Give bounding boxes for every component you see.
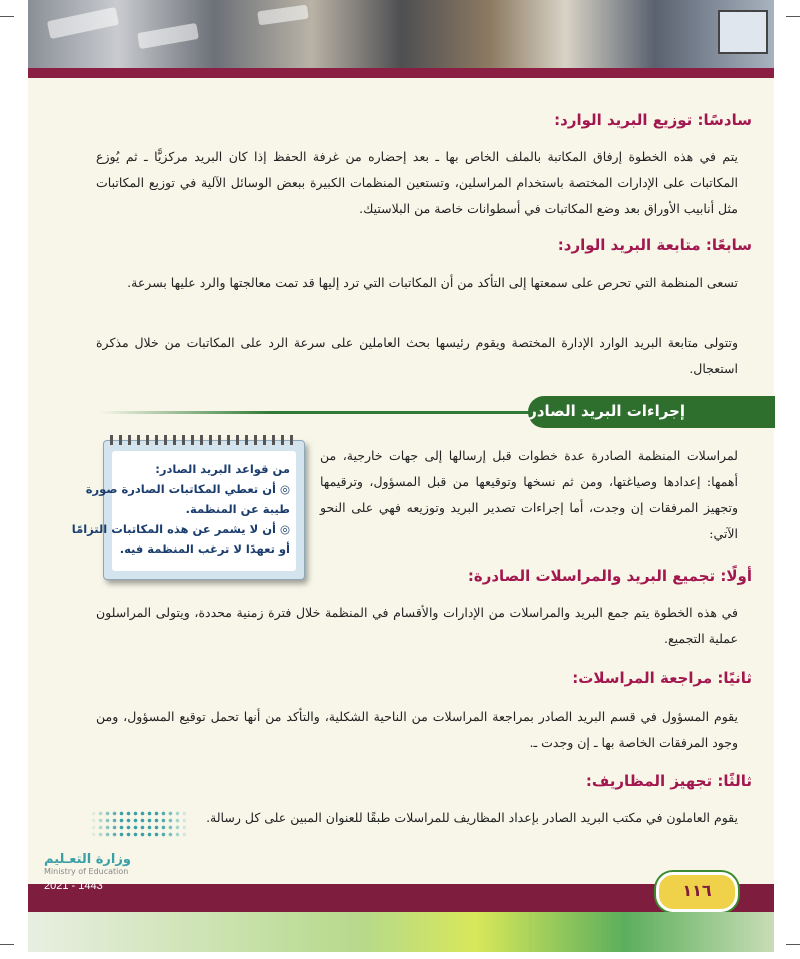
crop-mark [786, 16, 800, 17]
section-heading-review: ثانيًا: مراجعة المراسلات: [572, 669, 752, 687]
ministry-dots-logo [90, 810, 190, 838]
ministry-name-en: Ministry of Education [44, 867, 129, 876]
paragraph-envelopes: يقوم العاملون في مكتب البريد الصادر بإعداد المظاريف للمراسلات طبقًا للعنوان المبين على كل رسالة. [206, 810, 738, 825]
section-heading-follow-up: سابعًا: متابعة البريد الوارد: [557, 236, 752, 254]
paragraph-collection: في هذه الخطوة يتم جمع البريد والمراسلات من الإدارات والأقسام في المنظمة خلال فترة زمنية محددة، ويتولى المراسلون عملية التجميع. [96, 605, 738, 646]
paragraph-outgoing-intro: لمراسلات المنظمة الصادرة عدة خطوات قبل إرسالها إلى جهات خارجية، من أهمها: إعدادها وصياغتها، ومن ثم نسخها وتوقيعها من قبل المسؤول، وترقيمها وتجهيز المرفقات إن وجدت، أما إجراءات تصدير البريد وتوزيعه فهي على النحو الآتي: [320, 448, 738, 541]
ministry-logo [44, 852, 144, 876]
page-number: ١١٦ [682, 881, 712, 900]
edition-year: 2021 - 1443 [44, 880, 103, 892]
section-heading-envelopes: ثالثًا: تجهيز المظاريف: [585, 772, 752, 790]
note-title: من قواعد البريد الصادر: [155, 462, 290, 476]
notepad-box [71, 440, 305, 580]
note-rule-1a: ◎ أن تعطي المكاتبات الصادرة صورة [85, 482, 290, 496]
spiral-binding [110, 435, 298, 445]
crop-mark [0, 16, 14, 17]
paragraph-follow-up-1: تسعى المنظمة التي تحرص على سمعتها إلى التأكد من أن المكاتبات التي ترد إليها قد تمت معالجتها والرد عليها بسرعة. [127, 275, 738, 290]
note-rule-2b: أو تعهدًا لا ترغب المنظمة فيه. [119, 542, 290, 556]
section-heading-collection: أولًا: تجميع البريد والمراسلات الصادرة: [467, 567, 752, 585]
paragraph-follow-up-2: وتتولى متابعة البريد الوارد الإدارة المختصة ويقوم رئيسها بحث العاملين على سرعة الرد على المكاتبات من خلال مذكرة استعجال. [96, 335, 738, 376]
footer-decoration [28, 912, 774, 952]
section-banner [528, 396, 775, 428]
section-divider [100, 411, 530, 414]
note-rule-2a: ◎ أن لا يشمر عن هذه المكاتبات التزامًا [71, 522, 290, 536]
ministry-name-ar: وزارة التعـليم [44, 852, 131, 867]
paragraph-distribution: يتم في هذه الخطوة إرفاق المكاتبة بالملف الخاص بها ـ بعد إحضاره من غرفة الحفظ إذا كان البريد مركزيًّا ـ ثم يُوزع المكاتبات على الإدارات المختصة باستخدام المراسلين، وتستعين المنظمات الكبيرة ببعض الوسائل الآلية في توزيع المكاتبات مثل أنابيب الأوراق بعد وضع المكاتبات في أسطوانات خاصة من البلاستيك. [96, 149, 738, 216]
note-rule-1b: طيبة عن المنظمة. [185, 502, 290, 516]
banner-title: إجراءات البريد الصادر [528, 402, 685, 420]
crop-mark [0, 944, 14, 945]
monitor-icon [718, 10, 768, 54]
header-photo-banner [28, 0, 774, 78]
paragraph-review: يقوم المسؤول في قسم البريد الصادر بمراجعة المراسلات من الناحية الشكلية، والتأكد من أنها تحمل توقيع المسؤول، ومن وجود المرفقات الخاصة بها ـ إن وجدت ـ. [96, 709, 738, 750]
crop-mark [786, 944, 800, 945]
section-heading-distribution: سادسًا: توزيع البريد الوارد: [554, 111, 752, 129]
page-number-badge [656, 872, 738, 912]
